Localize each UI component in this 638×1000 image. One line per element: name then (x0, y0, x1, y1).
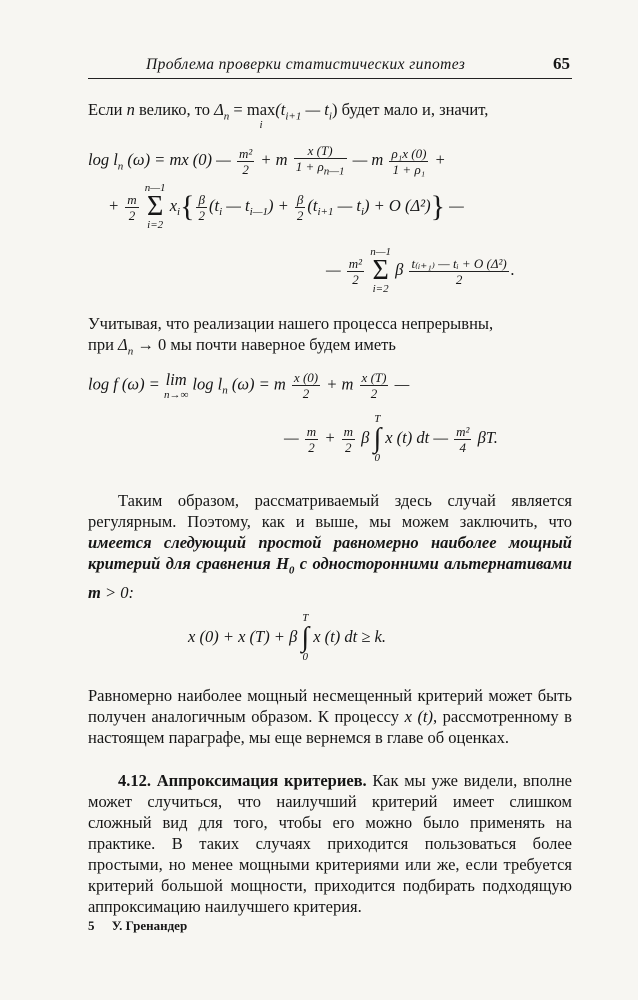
text: + (108, 195, 120, 215)
text: → 0 мы почти наверное будем иметь (133, 335, 396, 354)
lim-subscript: n→∞ (163, 389, 189, 402)
text: — (445, 195, 464, 215)
numerator: x (0) (293, 370, 319, 386)
text: — t (222, 195, 250, 215)
sum-upper: n—1 (370, 246, 391, 258)
numerator: t₍ᵢ₊₁₎ — tᵢ + O (Δ²) (411, 255, 507, 271)
text: Если (88, 100, 127, 119)
var-n: n (126, 100, 135, 119)
sum-lower: i=2 (147, 219, 164, 231)
fraction (347, 256, 364, 287)
formula-row-1 (188, 613, 386, 663)
brace: } (430, 190, 445, 223)
denominator: 2 (370, 386, 378, 402)
summation (370, 247, 391, 295)
fraction (454, 424, 471, 455)
formula-log-likelihood (88, 139, 572, 309)
numerator: m² (348, 255, 363, 271)
paragraph-unbiased (88, 685, 572, 748)
fraction (295, 192, 306, 223)
subscript: n—1 (323, 165, 345, 178)
numerator: m² (238, 145, 253, 161)
text: + (430, 150, 446, 170)
text: log l (88, 150, 118, 170)
text: при (88, 335, 119, 354)
denominator: 2 (302, 386, 310, 402)
delta-symbol: Δ (118, 335, 128, 354)
var-xt: x (t) (404, 706, 434, 726)
paragraph-intro (88, 99, 572, 131)
denominator: 4 (459, 439, 467, 455)
denominator: 2 (198, 207, 205, 223)
brace: { (180, 190, 195, 223)
denominator: 2 (296, 207, 304, 223)
denominator (294, 159, 347, 180)
max-operator (247, 99, 275, 131)
delta-symbol: Δ (214, 100, 224, 119)
text: — t (333, 195, 361, 215)
sum-symbol: Σ (147, 191, 164, 222)
lim-label: lim (165, 370, 187, 390)
fraction (237, 146, 254, 177)
subscript: 0 (288, 564, 295, 577)
text: = (229, 100, 247, 119)
text: будет мало и, значит, (337, 100, 489, 119)
numerator: x (T) (361, 370, 387, 386)
denominator: 2 (242, 161, 249, 177)
page-number: 65 (553, 54, 570, 73)
int-symbol: ∫ (373, 423, 382, 455)
sum-symbol: Σ (372, 255, 389, 286)
text: Таким образом, рассматриваемый здесь случай является регулярным. Поэтому, как и выше, мы можем заключить, что (88, 491, 572, 532)
subscript: i (360, 206, 365, 219)
fraction (292, 370, 320, 401)
footer-author: У. Гренандер (111, 918, 188, 933)
numerator: m (306, 423, 317, 439)
integral (373, 414, 381, 464)
fraction (305, 424, 318, 455)
text: ) + O (Δ²) (364, 195, 431, 215)
sum-lower: i=2 (372, 283, 389, 295)
formula-row-2 (108, 183, 464, 231)
running-header (88, 52, 572, 79)
text: (t (275, 100, 286, 119)
formula-row-2 (284, 414, 498, 464)
int-lower: 0 (302, 650, 308, 663)
italic-text: имеется следующий простой равномерно наиболее мощный критерий для сравнения H (88, 533, 572, 574)
int-symbol: ∫ (301, 621, 310, 653)
numerator: m (127, 191, 137, 207)
subscript: i (328, 110, 332, 123)
subscript: i—1 (249, 206, 268, 219)
numerator: m (343, 423, 353, 439)
sum-upper: n—1 (144, 182, 166, 194)
denominator: 2 (128, 207, 136, 223)
fraction (360, 370, 389, 401)
max-subscript: i (259, 119, 263, 131)
denominator: 1 + ρ₁ (392, 161, 426, 177)
formula-row-3 (326, 247, 515, 295)
max-label: max (246, 100, 276, 119)
text: β (356, 428, 370, 448)
limit-operator (164, 370, 188, 401)
numerator: m² (456, 423, 470, 439)
int-upper: T (302, 611, 309, 624)
int-lower: 0 (374, 452, 381, 465)
fraction (294, 143, 347, 180)
text: — m (348, 150, 384, 170)
formula-critical-region (88, 607, 572, 677)
subscript: i+1 (317, 206, 334, 219)
denominator: 2 (308, 439, 315, 455)
text: βT. (473, 428, 498, 448)
denominator: 2 (455, 271, 463, 287)
subscript: i (177, 206, 181, 219)
text: log f (ω) = (88, 374, 160, 394)
paragraph-section-4-12 (88, 770, 572, 917)
text: x (169, 195, 178, 215)
text: β (395, 259, 404, 279)
text: , рассмотренному в настоящем параграфе, мы еще вернемся в главе об оценках. (88, 706, 572, 747)
numerator: β (196, 192, 207, 208)
book-page (88, 52, 572, 917)
fraction (196, 192, 207, 223)
text: — t (301, 100, 329, 119)
fraction (125, 192, 138, 223)
subscript: n (223, 110, 230, 123)
int-upper: T (374, 413, 381, 426)
italic-text: с односторонними альтернативами m (88, 554, 572, 602)
text: Как мы уже видели, вполне может случиться, что наилучший критерий имеет слишком сложный вид для того, чтобы его можно было применять на практике. В таких случаях приходится пользоваться более простыми, но менее мощными критериями или же, если требуется критерий большой мощности, приходится подбирать подходящую аппроксимацию наилучшего критерия. (88, 770, 572, 916)
text: x (t) dt — (381, 428, 449, 448)
denominator: 2 (345, 439, 352, 455)
text: — (326, 259, 341, 279)
signature-mark: 5 (88, 918, 95, 933)
text: log l (188, 374, 223, 394)
text: — (284, 428, 299, 448)
formula-row-1 (88, 143, 446, 180)
text: (ω) = mx (0) — (123, 150, 231, 170)
fraction (389, 146, 428, 177)
text: x (0) + x (T) + β (188, 626, 298, 646)
subscript: i (219, 206, 223, 219)
text: + (320, 428, 336, 448)
text: (t (208, 195, 220, 215)
text: x (t) dt ≥ k. (309, 626, 386, 646)
text: + m (256, 150, 288, 170)
summation (145, 183, 166, 231)
text: ) + (268, 195, 289, 215)
formula-log-density (88, 368, 572, 480)
integral (301, 613, 309, 663)
text: Равномерно наиболее мощный несмещенный критерий может быть получен аналогичным образом. К процессу (88, 685, 572, 726)
text: 1 + ρ (295, 159, 324, 174)
text: — (390, 374, 410, 394)
subscript: n (127, 345, 134, 358)
subscript: n (117, 160, 124, 173)
text: + m (322, 374, 354, 394)
subscript: n (222, 384, 228, 397)
denominator: 2 (352, 271, 359, 287)
formula-row-1 (88, 370, 409, 401)
section-heading: 4.12. Аппроксимация критериев. (118, 770, 367, 790)
paragraph-regular-test (88, 490, 572, 602)
text: . (510, 259, 515, 279)
text: ) (331, 100, 338, 119)
fraction (342, 424, 355, 455)
paragraph-continuity (88, 313, 572, 362)
numerator: x (T) (294, 143, 347, 159)
fraction (409, 256, 508, 287)
text: > 0: (100, 582, 134, 602)
text: Учитывая, что реализации нашего процесса непрерывны, (88, 314, 494, 333)
text: (ω) = m (227, 374, 286, 394)
text: велико, то (134, 100, 215, 119)
running-title: Проблема проверки статистических гипотез (146, 56, 466, 73)
subscript: i+1 (285, 110, 302, 123)
text: (t (307, 195, 318, 215)
page-footer (88, 918, 187, 934)
numerator: ρ₁x (0) (391, 145, 427, 161)
numerator: β (295, 192, 306, 208)
